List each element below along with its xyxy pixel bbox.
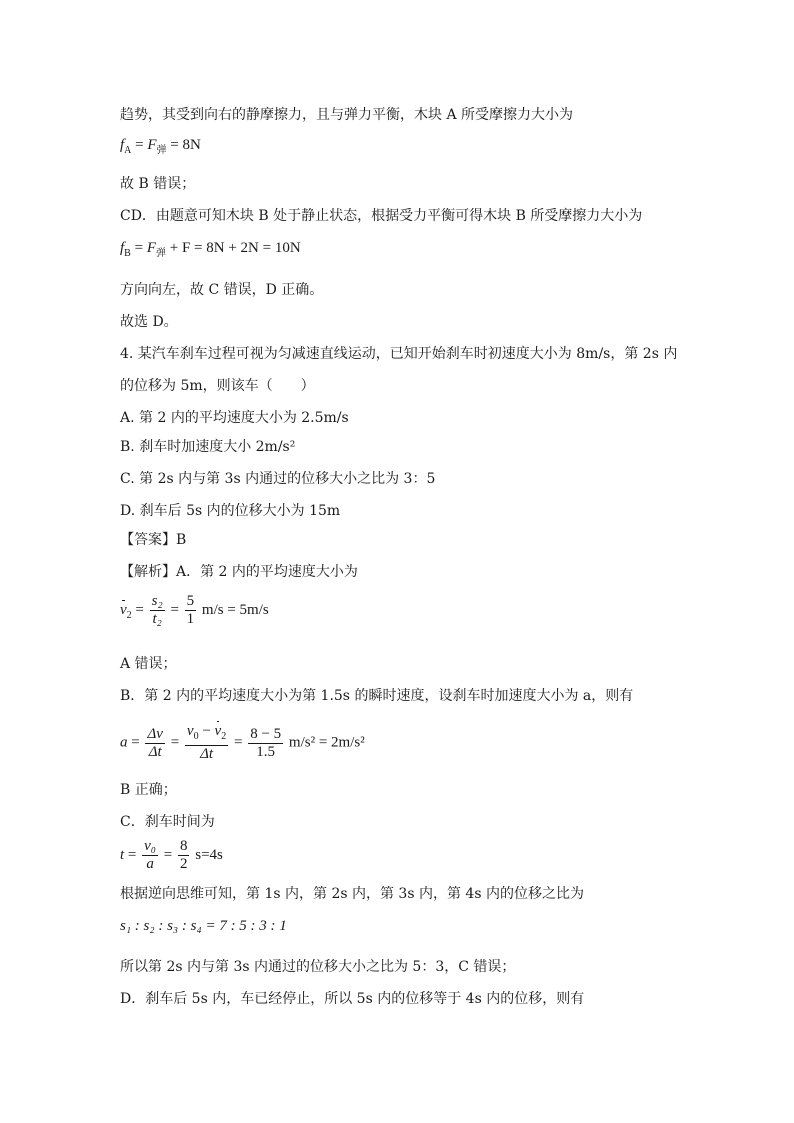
equation-brake-time: t = $\frac{\text{v₀}}{a}$ = $\frac{8}{2}$ s=4s [120,838,223,872]
option-d: D. 刹车后 5s 内的位移大小为 15m [120,503,341,519]
fraction-denominator: Δt [145,743,164,761]
fraction [145,726,164,761]
eq-subscript: 2 [221,731,227,742]
fraction [185,723,228,763]
eq-subscript: 2 [126,609,132,621]
eq-value: s₁ : s₂ : s₃ : s₄ = 7 : 5 : 3 : 1 [120,918,287,934]
eq-value: s=4s [195,846,223,863]
fraction [185,593,197,628]
equation-acceleration: a = $\frac{\Delta v}{\Delta t}$ = $\frac{v_0 - v_2}{\Delta t}$ = $\frac{8 - 5}{1.5}$ m/s² = 2m/s² [120,723,365,762]
eq-value: m/s = 5m/s [201,601,269,618]
paragraph: 所以第 2s 内与第 3s 内通过的位移大小之比为 5：3，C 错误； [120,959,516,975]
fraction-numerator: v₀ [144,838,157,854]
fraction-denominator: Δt [185,745,228,763]
equation-displacement-ratio [120,918,287,935]
question-stem: 4. 某汽车刹车过程可视为匀减速直线运动，已知开始刹车时初速度大小为 8m/s，第 2s 内 [120,346,678,362]
eq-symbol: v [214,723,222,739]
eq-operator: = [134,240,144,256]
eq-symbol: v [186,723,194,739]
analysis-a: 【解析】A．第 2 内的平均速度大小为 [120,564,358,580]
eq-symbol: f [120,137,125,153]
eq-symbol: v [120,601,127,618]
paragraph: A 错误； [120,656,177,672]
fraction [142,838,158,873]
eq-symbol: a [120,734,128,751]
fraction-denominator: a [142,855,158,873]
paragraph: 根据逆向思维可知，第 1s 内，第 2s 内，第 3s 内，第 4s 内的位移之比为 [120,886,584,902]
option-a: A. 第 2 内的平均速度大小为 2.5m/s [120,410,349,426]
eq-subscript: B [124,248,131,259]
paragraph: C．刹车时间为 [120,814,215,830]
eq-value: m/s² = 2m/s² [288,734,365,751]
option-b: B. 刹车时加速度大小 2m/s² [120,439,296,455]
paragraph: CD．由题意可知木块 B 处于静止状态，根据受力平衡可得木块 B 所受摩擦力大小为 [120,208,643,224]
eq-value: = 8N [170,137,201,153]
fraction-denominator: t₂ [150,610,165,628]
eq-subscript: 弹 [156,145,167,156]
fraction-denominator: 1 [186,611,195,627]
fraction [150,593,165,628]
paragraph: 故 B 错误； [120,176,196,192]
fraction-numerator: $v_0 - v_2$ [186,723,227,742]
fraction-denominator: 1.5 [248,743,283,761]
answer-label: 【答案】B [120,532,187,548]
fraction-numerator: s₂ [151,593,163,609]
equation-avg-velocity: $v_2$ = $\frac{\text{s₂}}{\text{t₂}}$ = $\frac{5}{1}$ m/s = 5m/s [120,593,269,627]
fraction-numerator: Δv [147,725,163,742]
paragraph: D．刹车后 5s 内，车已经停止，所以 5s 内的位移等于 4s 内的位移，则有 [120,991,585,1007]
fraction-denominator: 2 [179,856,188,872]
equation-friction-b [120,240,301,259]
eq-operator: = [135,137,144,153]
fraction [248,726,283,761]
eq-value: + F = 8N + 2N = 10N [169,240,301,256]
paragraph: B．第 2 内的平均速度大小为第 1.5s 的瞬时速度，设刹车时加速度大小为 a，则有 [120,688,634,704]
fraction [178,838,190,873]
eq-symbol: f [120,240,125,256]
question-stem: 的位移为 5m，则该车（ ） [120,378,315,394]
fraction-numerator: 8 − 5 [250,725,282,742]
eq-symbol: t [120,846,125,863]
option-c: C. 第 2s 内与第 3s 内通过的位移大小之比为 3：5 [120,471,436,487]
eq-subscript: A [124,145,132,156]
fraction-numerator: 8 [179,838,188,854]
paragraph: 故选 D。 [120,314,178,330]
paragraph: 方向向左，故 C 错误，D 正确。 [120,282,324,298]
eq-subscript: 0 [193,731,199,742]
eq-symbol: F [147,137,157,153]
paragraph: 趋势，其受到向右的静摩擦力，且与弹力平衡，木块 A 所受摩擦力大小为 [120,107,574,123]
equation-friction-a [120,137,201,156]
eq-subscript: 弹 [155,248,166,259]
eq-symbol: F [146,240,156,256]
paragraph: B 正确； [120,782,177,798]
fraction-numerator: 5 [186,593,195,609]
